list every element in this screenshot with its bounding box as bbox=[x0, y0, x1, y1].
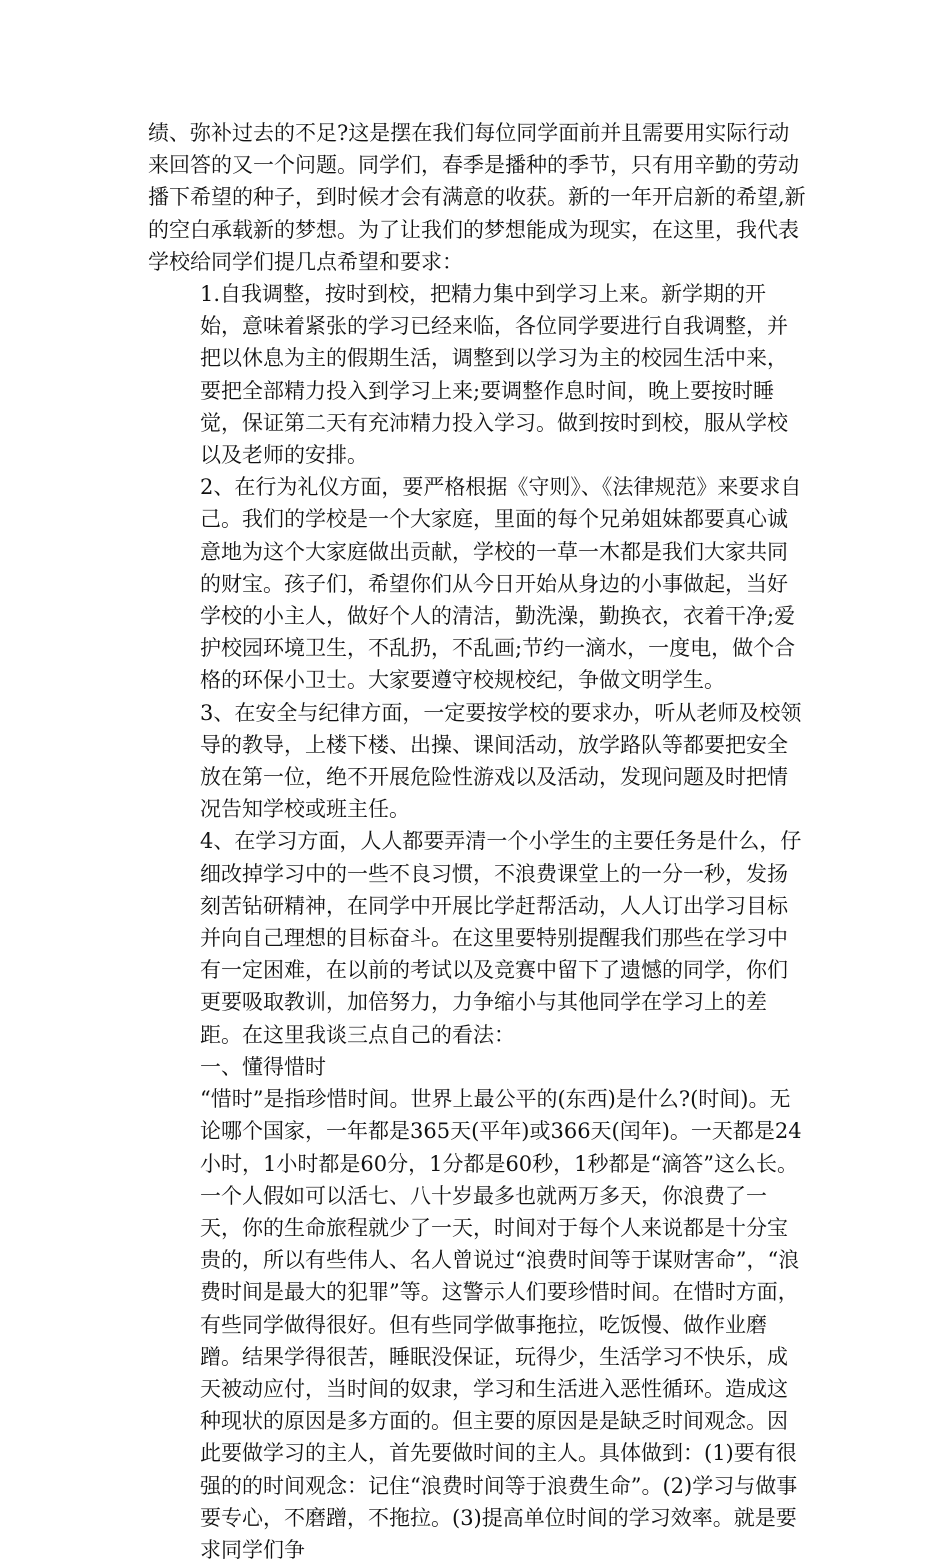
paragraph-item-1: 1.自我调整，按时到校，把精力集中到学习上来。新学期的开始，意味着紧张的学习已经来临，各位同学要进行自我调整，并把以休息为主的假期生活，调整到以学习为主的校园生活中来，要把全部精力投入到学习上来;要调整作息时间，晚上要按时睡觉，保证第二天有充沛精力投入学习。做到按时到校，服从学校以及老师的安排。 bbox=[200, 282, 788, 468]
paragraph-continuation: 绩、弥补过去的不足?这是摆在我们每位同学面前并且需要用实际行动来回答的又一个问题。同学们，春季是播种的季节，只有用辛勤的劳动播下希望的种子，到时候才会有满意的收获。新的一年开启新的希望,新的空白承载新的梦想。为了让我们的梦想能成为现实，在这里，我代表学校给同学们提几点希望和要求： bbox=[148, 121, 806, 274]
paragraph-item-4: 4、在学习方面，人人都要弄清一个小学生的主要任务是什么，仔细改掉学习中的一些不良习惯，不浪费课堂上的一分一秒，发扬刻苦钻研精神，在同学中开展比学赶帮活动，人人订出学习目标并向自己理想的目标奋斗。在这里要特别提醒我们那些在学习中有一定困难，在以前的考试以及竞赛中留下了遗憾的同学，你们更要吸取教训，加倍努力，力争缩小与其他同学在学习上的差距。在这里我谈三点自己的看法： bbox=[200, 829, 802, 1047]
document-page bbox=[148, 117, 808, 1566]
section-heading: 一、懂得惜时 bbox=[200, 1054, 326, 1079]
paragraph-item-3: 3、在安全与纪律方面，一定要按学校的要求办，听从老师及校领导的教导，上楼下楼、出操、课间活动，放学路队等都要把安全放在第一位，绝不开展危险性游戏以及活动，发现问题及时把情况告知学校或班主任。 bbox=[200, 700, 802, 822]
paragraph-item-2: 2、在行为礼仪方面，要严格根据《守则》、《法律规范》来要求自己。我们的学校是一个大家庭，里面的每个兄弟姐妹都要真心诚意地为这个大家庭做出贡献，学校的一草一木都是我们大家共同的财宝。孩子们，希望你们从今日开始从身边的小事做起，当好学校的小主人，做好个人的清洁，勤洗澡，勤换衣，衣着干净;爱护校园环境卫生，不乱扔，不乱画;节约一滴水，一度电，做个合格的环保小卫士。大家要遵守校规校纪，争做文明学生。 bbox=[200, 475, 802, 693]
paragraph-cherish-time: “惜时”是指珍惜时间。世界上最公平的(东西)是什么?(时间)。无论哪个国家，一年都是365天(平年)或366天(闰年)。一天都是24小时，1小时都是60分，1分都是60秒，1秒都是“滴答”这么长。一个人假如可以活七、八十岁最多也就两万多天，你浪费了一天，你的生命旅程就少了一天，时间对于每个人来说都是十分宝贵的，所以有些伟人、名人曾说过“浪费时间等于谋财害命”，“浪费时间是最大的犯罪”等。这警示人们要珍惜时间。在惜时方面，有些同学做得很好。但有些同学做事拖拉，吃饭慢、做作业磨蹭。结果学得很苦，睡眠没保证，玩得少，生活学习不快乐，成天被动应付，当时间的奴隶，学习和生活进入恶性循环。造成这种现状的原因是多方面的。但主要的原因是是缺乏时间观念。因此要做学习的主人，首先要做时间的主人。具体做到：(1)要有很强的的时间观念：记住“浪费时间等于浪费生命”。(2)学习与做事要专心，不磨蹭，不拖拉。(3)提高单位时间的学习效率。就是要求同学们争 bbox=[200, 1087, 802, 1562]
